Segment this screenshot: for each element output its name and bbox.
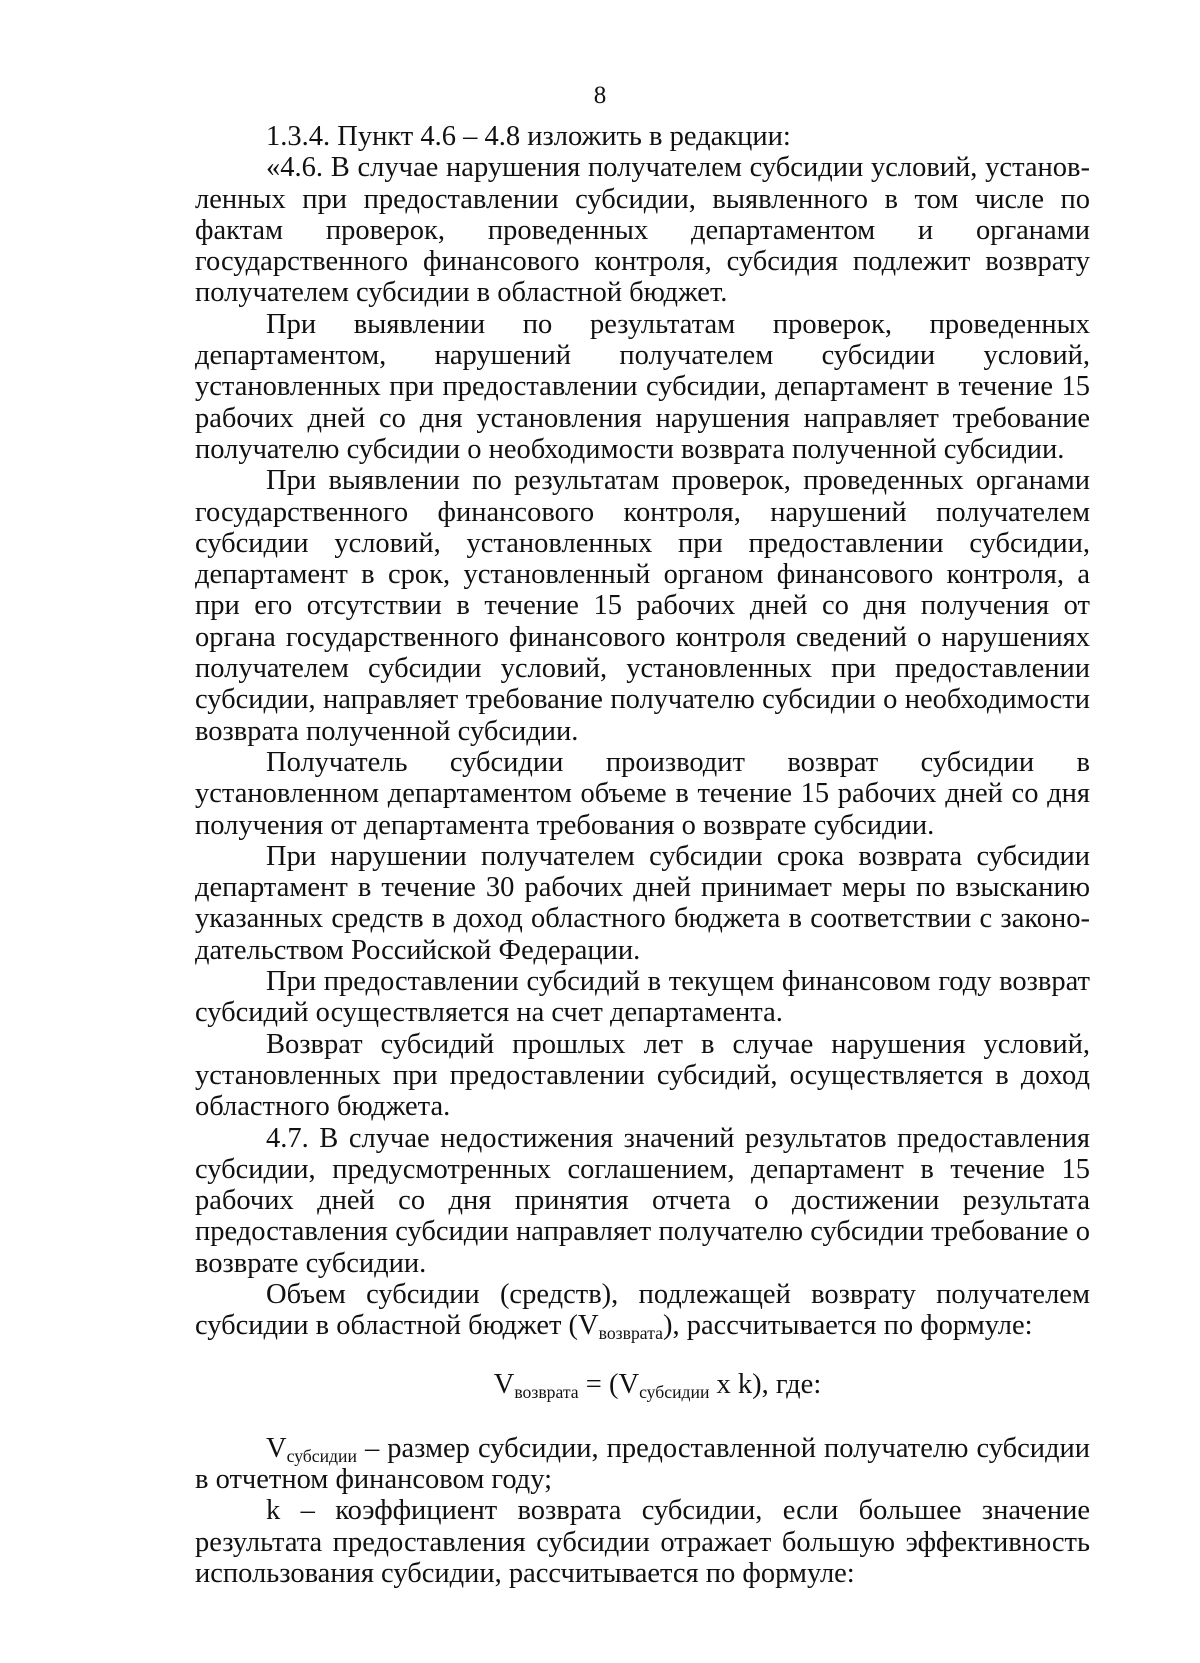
- formula-sub-return: возврата: [514, 1381, 579, 1402]
- return-volume-text: Объем субсидии (средств), подлежащей возврату получателем субсидии в областной бюджет (V: [195, 1278, 1090, 1342]
- page-number: 8: [593, 82, 607, 109]
- paragraph-4-6: «4.6. В случае нарушения получателем субсидии условий, установленных при предоставлении субсидии, выявленного в том числе по фактам проверок, проведенных департаментом и органами государственного финансового контроля, субсидия подлежит возврату получателем субсидии в областной бюджет.: [195, 152, 1090, 309]
- paragraph-v-subsidy: [195, 1433, 1090, 1496]
- return-volume-text-end: ), рассчитывается по формуле:: [662, 1310, 1033, 1342]
- v-subsidy-subscript: субсидии: [286, 1445, 357, 1466]
- formula-eq: = (V: [578, 1368, 640, 1400]
- paragraph-financial-control: При выявлении по результатам проверок, проведенных органами государственного финансового контроля, нарушений получателем субсидии условий, установленных при предоставлении субсидии, департамент в срок, установленный органом финансового контроля, а при его отсутствии в течение 15 рабочих дней со дня получения от органа государственного финансового контроля сведений о нарушениях получателем субсидии условий, установленных при предоставлении субсидии, направляет требование получателю субсидии о необходимости возврата полученной субсидии.: [195, 465, 1090, 747]
- return-volume-subscript: возврата: [598, 1323, 663, 1344]
- paragraph-recipient-return: Получатель субсидии производит возврат субсидии в установленном департаментом объеме в течение 15 рабочих дней со дня получения от департамента требования о возврате субсидии.: [195, 746, 1090, 841]
- paragraph-1-3-4: 1.3.4. Пункт 4.6 – 4.8 изложить в редакции:: [266, 121, 791, 152]
- paragraph-current-year: При предоставлении субсидий в текущем финансовом году возврат субсидий осуществляется на счет департамента.: [195, 966, 1090, 1029]
- document-body: [195, 121, 1090, 1589]
- v-subsidy-text: – размер субсидии, предоставленной получателю субсидии в отчетном финансовом году;: [195, 1432, 1090, 1496]
- formula-v: V: [493, 1368, 515, 1400]
- paragraph-k-coefficient: k – коэффициент возврата субсидии, если большее значение результата предоставления субсидии отражает большую эффективность использования субсидии, рассчитывается по формуле:: [195, 1495, 1090, 1590]
- paragraph-4-7: 4.7. В случае недостижения значений результатов предоставления субсидии, предусмотренных соглашением, департамент в течение 15 рабочих дней со дня принятия отчета о достижении результата предоставления субсидии направляет получателю субсидии требование о возврате субсидии.: [195, 1122, 1090, 1279]
- formula-sub-subsidy: субсидии: [639, 1381, 710, 1402]
- v-subsidy-symbol: V: [266, 1432, 287, 1464]
- formula-rest: x k), где:: [709, 1368, 822, 1400]
- paragraph-previous-years: Возврат субсидий прошлых лет в случае нарушения условий, установленных при предоставлении субсидий, осуществляется в доход областного бюджета.: [195, 1028, 1090, 1123]
- paragraph-department-check: При выявлении по результатам проверок, проведенных департаментом, нарушений получателем субсидии условий, установленных при предоставлении субсидии, департамент в течение 15 рабочих дней со дня установления нарушения направляет требование получателю субсидии о необходимости возврата полученной субсидии.: [195, 308, 1090, 465]
- paragraph-return-deadline: При нарушении получателем субсидии срока возврата субсидии департамент в течение 30 рабочих дней принимает меры по взысканию указанных средств в доход областного бюджета в соответствии с законодательством Российской Федерации.: [195, 840, 1090, 966]
- paragraph-return-volume: [195, 1279, 1090, 1342]
- return-formula: [195, 1369, 1090, 1400]
